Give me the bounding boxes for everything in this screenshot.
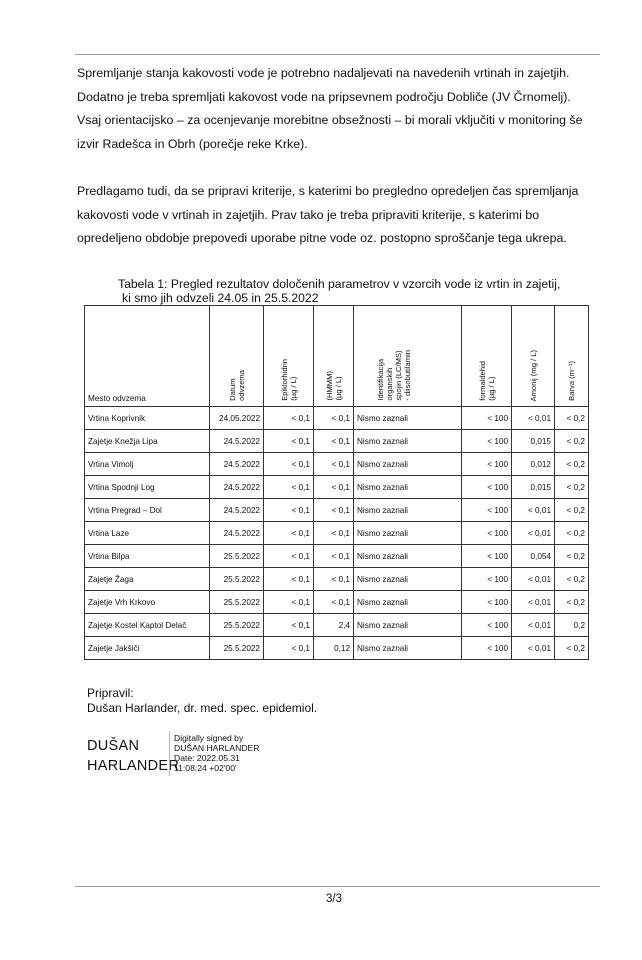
cell-organic-compounds: Nismo zaznali [354, 568, 462, 591]
intro-paragraph-2: Vsaj orientacijsko – za ocenjevanje morebitne obsežnosti – bi morali vključiti v monitoring še izvir Radešca in Obrh (porečje reke Krke). [77, 113, 583, 151]
cell-hmmm: < 0,1 [314, 522, 354, 545]
cell-hmmm: < 0,1 [314, 591, 354, 614]
cell-formaldehyde: < 100 [462, 545, 512, 568]
cell-date: 24.5.2022 [210, 522, 264, 545]
cell-ammonium: < 0,01 [512, 522, 555, 545]
cell-color: < 0,2 [555, 637, 589, 660]
cell-formaldehyde: < 100 [462, 614, 512, 637]
header-organic-compounds: Identifikacija organskih spojin (LC/MS) - diisobutilamin [354, 306, 462, 407]
cell-hmmm: < 0,1 [314, 545, 354, 568]
cell-epichlorohydrin: < 0,1 [264, 545, 314, 568]
cell-formaldehyde: < 100 [462, 453, 512, 476]
cell-ammonium: < 0,01 [512, 614, 555, 637]
author-name: Dušan Harlander, dr. med. spec. epidemiol. [87, 701, 318, 715]
table-row [85, 522, 589, 545]
cell-ammonium: < 0,01 [512, 591, 555, 614]
table-row [85, 407, 589, 430]
cell-location: Zajetje Žaga [85, 568, 210, 591]
header-ammonium: Amonij (mg / L) [512, 306, 555, 407]
table-row [85, 499, 589, 522]
header-epichlorohydrin: Epiklorhidrin (µg / L) [264, 306, 314, 407]
cell-hmmm: 0,12 [314, 637, 354, 660]
signature-divider [169, 731, 170, 776]
cell-formaldehyde: < 100 [462, 407, 512, 430]
page-number: 3/3 [326, 893, 342, 905]
cell-color: < 0,2 [555, 591, 589, 614]
signature-time: 11:08:24 +02'00' [174, 763, 237, 773]
cell-epichlorohydrin: < 0,1 [264, 591, 314, 614]
signature-name [87, 736, 179, 776]
cell-date: 24.5.2022 [210, 430, 264, 453]
cell-color: < 0,2 [555, 476, 589, 499]
intro-paragraph-1: Spremljanje stanja kakovosti vode je potrebno nadaljevati na navedenih vrtinah in zajetjih. Dodatno je treba spremljati kakovost vode na pripsevnem področju Dobliče (JV Črnomelj). [77, 66, 571, 104]
cell-hmmm: < 0,1 [314, 499, 354, 522]
cell-hmmm: < 0,1 [314, 407, 354, 430]
cell-epichlorohydrin: < 0,1 [264, 614, 314, 637]
cell-organic-compounds: Nismo zaznali [354, 614, 462, 637]
cell-hmmm: < 0,1 [314, 476, 354, 499]
cell-organic-compounds: Nismo zaznali [354, 430, 462, 453]
cell-date: 24.05.2022 [210, 407, 264, 430]
header-hmmm: (HMMM) (µg / L) [314, 306, 354, 407]
cell-organic-compounds: Nismo zaznali [354, 453, 462, 476]
cell-ammonium: 0,054 [512, 545, 555, 568]
cell-hmmm: < 0,1 [314, 453, 354, 476]
cell-organic-compounds: Nismo zaznali [354, 591, 462, 614]
table-row [85, 430, 589, 453]
cell-epichlorohydrin: < 0,1 [264, 407, 314, 430]
cell-date: 25.5.2022 [210, 637, 264, 660]
cell-epichlorohydrin: < 0,1 [264, 453, 314, 476]
cell-location: Vrtina Pregrad – Dol [85, 499, 210, 522]
table-row [85, 476, 589, 499]
cell-organic-compounds: Nismo zaznali [354, 476, 462, 499]
cell-color: < 0,2 [555, 499, 589, 522]
prepared-by [87, 686, 317, 716]
cell-formaldehyde: < 100 [462, 522, 512, 545]
table-caption [118, 277, 560, 305]
signature-last-name: HARLANDER [87, 758, 180, 774]
header-formaldehyde: formaldehid (µg / L) [462, 306, 512, 407]
top-rule [75, 54, 600, 55]
cell-ammonium: < 0,01 [512, 637, 555, 660]
cell-color: < 0,2 [555, 568, 589, 591]
cell-date: 25.5.2022 [210, 614, 264, 637]
table-caption-line-2: ki smo jih odvzeli 24.05 in 25.5.2022 [122, 291, 319, 305]
cell-ammonium: 0,015 [512, 430, 555, 453]
table-row [85, 637, 589, 660]
cell-location: Vrtina Vimolj [85, 453, 210, 476]
cell-epichlorohydrin: < 0,1 [264, 568, 314, 591]
table-row [85, 545, 589, 568]
cell-color: 0,2 [555, 614, 589, 637]
header-color: Barva (m⁻¹) [555, 306, 589, 407]
cell-color: < 0,2 [555, 453, 589, 476]
cell-formaldehyde: < 100 [462, 637, 512, 660]
signed-name: DUŠAN HARLANDER [174, 743, 260, 753]
prepared-label: Pripravil: [87, 686, 134, 700]
signature-date: Date: 2022.05.31 [174, 753, 240, 763]
table-caption-line-1: Tabela 1: Pregled rezultatov določenih parametrov v vzorcih vode iz vrtin in zajetij, [118, 277, 561, 291]
cell-organic-compounds: Nismo zaznali [354, 407, 462, 430]
table-header-row [85, 306, 589, 407]
cell-location: Vrtina Laze [85, 522, 210, 545]
cell-location: Zajetje Jakšiči [85, 637, 210, 660]
cell-formaldehyde: < 100 [462, 476, 512, 499]
cell-location: Vrtina Koprivnik [85, 407, 210, 430]
cell-ammonium: 0,015 [512, 476, 555, 499]
cell-formaldehyde: < 100 [462, 591, 512, 614]
cell-location: Zajetje Knežja Lipa [85, 430, 210, 453]
bottom-rule [75, 886, 600, 887]
cell-organic-compounds: Nismo zaznali [354, 499, 462, 522]
cell-organic-compounds: Nismo zaznali [354, 637, 462, 660]
cell-date: 24.5.2022 [210, 499, 264, 522]
table-row [85, 453, 589, 476]
cell-epichlorohydrin: < 0,1 [264, 499, 314, 522]
table-row [85, 568, 589, 591]
cell-formaldehyde: < 100 [462, 499, 512, 522]
header-location: Mesto odvzema [85, 306, 210, 407]
cell-date: 24.5.2022 [210, 476, 264, 499]
table-row [85, 591, 589, 614]
cell-epichlorohydrin: < 0,1 [264, 430, 314, 453]
results-table [84, 305, 589, 660]
cell-formaldehyde: < 100 [462, 430, 512, 453]
cell-location: Zajetje Kostel Kaptol Delač [85, 614, 210, 637]
cell-hmmm: < 0,1 [314, 568, 354, 591]
cell-ammonium: 0,012 [512, 453, 555, 476]
cell-location: Vrtina Bilpa [85, 545, 210, 568]
cell-location: Zajetje Vrh Krkovo [85, 591, 210, 614]
cell-epichlorohydrin: < 0,1 [264, 476, 314, 499]
cell-epichlorohydrin: < 0,1 [264, 637, 314, 660]
cell-ammonium: < 0,01 [512, 407, 555, 430]
cell-hmmm: 2,4 [314, 614, 354, 637]
cell-hmmm: < 0,1 [314, 430, 354, 453]
cell-formaldehyde: < 100 [462, 568, 512, 591]
cell-color: < 0,2 [555, 522, 589, 545]
cell-date: 24.5.2022 [210, 453, 264, 476]
cell-color: < 0,2 [555, 545, 589, 568]
cell-date: 25.5.2022 [210, 545, 264, 568]
cell-date: 25.5.2022 [210, 591, 264, 614]
cell-epichlorohydrin: < 0,1 [264, 522, 314, 545]
cell-color: < 0,2 [555, 407, 589, 430]
digital-signature-details [174, 733, 259, 773]
table-row [85, 614, 589, 637]
cell-organic-compounds: Nismo zaznali [354, 522, 462, 545]
signature-first-name: DUŠAN [87, 738, 140, 754]
intro-paragraph-3: Predlagamo tudi, da se pripravi kriterije, s katerimi bo pregledno opredeljen čas spremljanja kakovosti vode v vrtinah in zajetjih. Prav tako je treba pripraviti kriterije, s katerimi bo opredeljeno obdobje prepovedi uporabe pitne vode oz. postopno sproščanje tega ukrepa. [77, 184, 579, 245]
digitally-signed-label: Digitally signed by [174, 733, 244, 743]
cell-ammonium: < 0,01 [512, 499, 555, 522]
header-date: Datum odvzema [210, 306, 264, 407]
cell-location: Vrtina Spodnji Log [85, 476, 210, 499]
cell-date: 25.5.2022 [210, 568, 264, 591]
cell-ammonium: < 0,01 [512, 568, 555, 591]
cell-color: < 0,2 [555, 430, 589, 453]
cell-organic-compounds: Nismo zaznali [354, 545, 462, 568]
